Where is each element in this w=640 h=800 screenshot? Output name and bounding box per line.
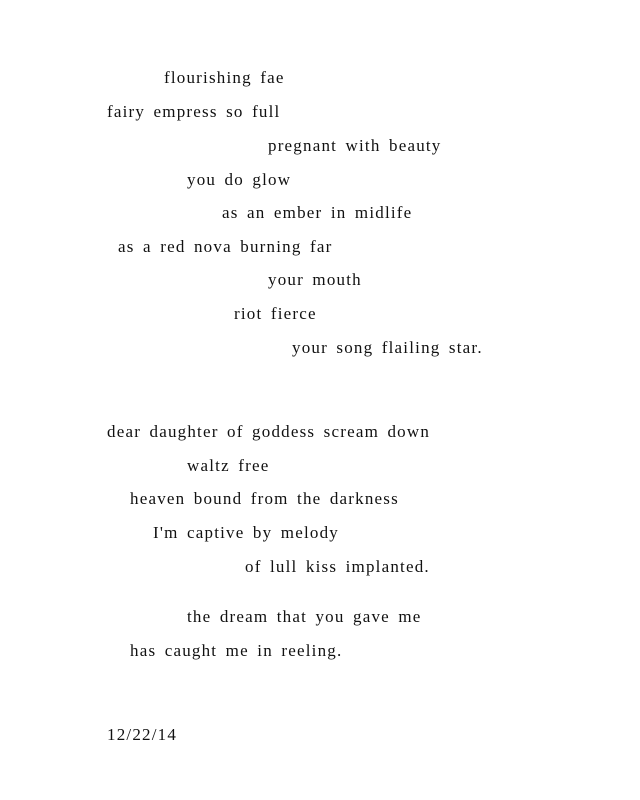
poem-line: riot fierce: [234, 304, 317, 323]
poem-line: dear daughter of goddess scream down: [107, 422, 431, 441]
poem-line: fairy empress so full: [107, 102, 281, 121]
poem-line: your song flailing star.: [292, 338, 483, 357]
poem-line: as an ember in midlife: [222, 203, 413, 222]
poem-line: flourishing fae: [164, 68, 285, 87]
poem-line: pregnant with beauty: [268, 136, 442, 155]
poem-line: has caught me in reeling.: [130, 641, 343, 660]
poem-line: you do glow: [187, 170, 292, 189]
poem-line: your mouth: [268, 270, 362, 289]
poem-line: as a red nova burning far: [118, 237, 333, 256]
poem-date: 12/22/14: [107, 725, 178, 744]
poem-line: of lull kiss implanted.: [245, 557, 430, 576]
poem-line: waltz free: [187, 456, 270, 475]
poem-line: heaven bound from the darkness: [130, 489, 399, 508]
poem-line: the dream that you gave me: [187, 607, 422, 626]
poem-line: I'm captive by melody: [153, 523, 339, 542]
